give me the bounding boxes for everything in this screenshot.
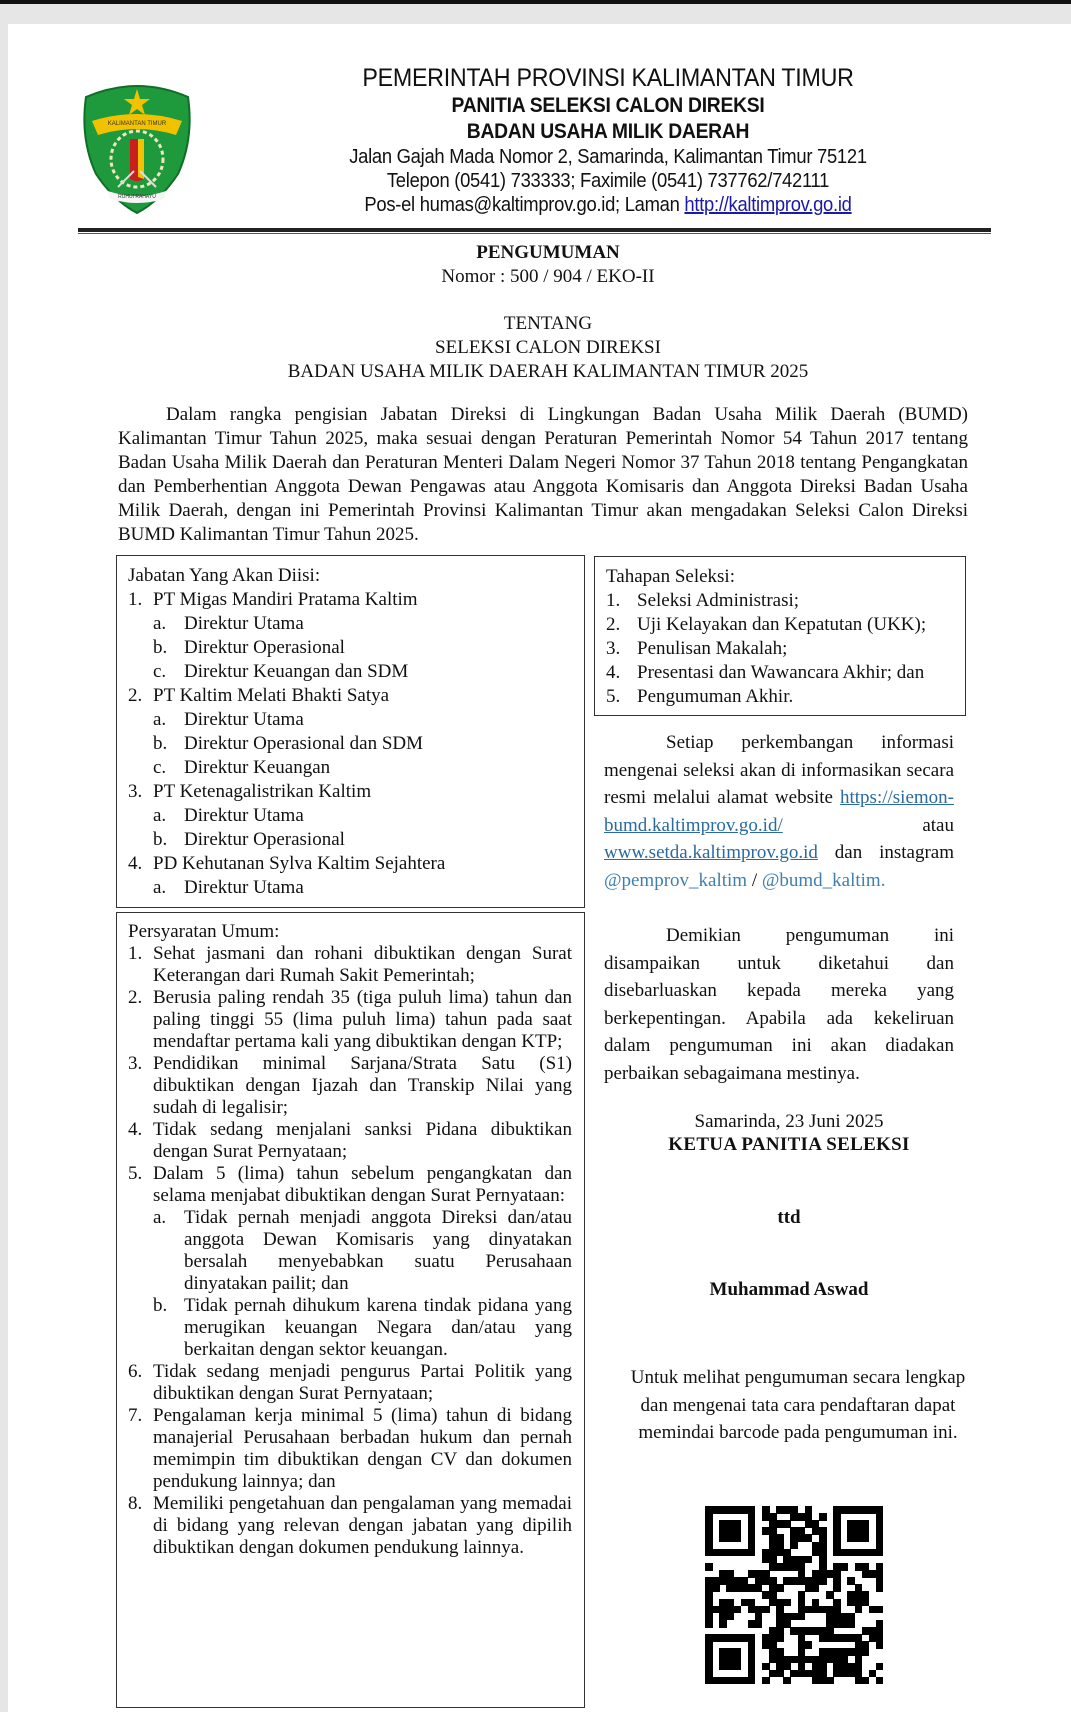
qr-module <box>862 1677 870 1685</box>
qr-module <box>790 1542 798 1550</box>
stage-text: Uji Kelayakan dan Kepatutan (UKK); <box>637 614 927 635</box>
requirement-number: 7. <box>128 1405 143 1426</box>
qr-module <box>798 1613 806 1621</box>
role-name: Direktur Utama <box>184 613 304 634</box>
letterhead-bumd: BADAN USAHA MILIK DAERAH <box>466 120 750 143</box>
company-number: 4. <box>128 853 143 874</box>
role-item <box>128 828 572 852</box>
qr-module <box>876 1641 884 1649</box>
requirement-text: Sehat jasmani dan rohani dibuktikan dengan Surat Keterangan dari Rumah Sakit Pemerintah; <box>153 943 572 986</box>
info-or: atau <box>922 814 954 836</box>
qr-module <box>748 1549 756 1557</box>
document-page <box>8 24 1071 1712</box>
info-text: Setiap perkembangan informasi mengenai seleksi akan di informasikan secara resmi melalui alamat website <box>604 732 954 808</box>
role-name: Direktur Keuangan dan SDM <box>184 661 409 682</box>
sub-requirement-letter: a. <box>153 1207 167 1228</box>
svg-text:RUHUI RAHAYU: RUHUI RAHAYU <box>118 194 156 200</box>
requirement-number: 1. <box>128 943 143 964</box>
role-name: Direktur Utama <box>184 805 304 826</box>
info-slash: / <box>751 869 758 891</box>
requirement-text: Memiliki pengetahuan dan pengalaman yang memadai di bidang yang relevan dengan jabatan yang dipilih dibuktikan dengan dokumen pendukung lainnya. <box>153 1493 572 1558</box>
setda-link[interactable]: www.setda.kaltimprov.go.id <box>604 842 818 863</box>
qr-module <box>748 1677 756 1685</box>
requirement-number: 3. <box>128 1053 143 1074</box>
company-name: PT Ketenagalistrikan Kaltim <box>153 781 372 802</box>
stage-item <box>606 637 953 661</box>
company-number: 3. <box>128 781 143 802</box>
requirement-text: Dalam 5 (lima) tahun sebelum pengangkatan dan selama menjabat dibuktikan dengan Surat Pernyataan: <box>153 1163 572 1206</box>
qr-module <box>776 1634 784 1642</box>
stage-text: Pengumuman Akhir. <box>637 686 794 707</box>
role-letter: a. <box>153 613 167 634</box>
qr-module <box>762 1677 770 1685</box>
stage-number: 3. <box>606 638 621 659</box>
stage-text: Penulisan Makalah; <box>637 638 788 659</box>
requirement-text: Tidak sedang menjalani sanksi Pidana dibuktikan dengan Surat Pernyataan; <box>153 1119 572 1162</box>
signatory-name: Muhammad Aswad <box>709 1279 869 1300</box>
stages-box <box>594 556 966 716</box>
stage-text: Presentasi dan Wawancara Akhir; dan <box>637 662 925 683</box>
place-date: Samarinda, 23 Juni 2025 <box>694 1111 884 1132</box>
announcement-heading: PENGUMUMAN <box>476 242 620 263</box>
role-item <box>128 708 572 732</box>
instagram-pemprov-link[interactable]: @pemprov_kaltim <box>604 869 748 891</box>
requirement-number: 2. <box>128 987 143 1008</box>
role-letter: b. <box>153 829 168 850</box>
role-item <box>128 732 572 756</box>
coat-of-arms-icon <box>78 79 196 214</box>
requirement-number: 6. <box>128 1361 143 1382</box>
requirement-text: Pengalaman kerja minimal 5 (lima) tahun di bidang manajerial Perusahaan berbadan hukum dan pernah memimpin tim dibuktikan dengan CV dan dokumen pendukung lainnya; dan <box>153 1405 572 1492</box>
company-item <box>128 588 572 612</box>
email-text: Pos-el humas@kaltimprov.go.id; Laman <box>364 194 685 216</box>
qr-module <box>705 1620 713 1628</box>
role-name: Direktur Operasional dan SDM <box>184 733 424 754</box>
company-item <box>128 852 572 876</box>
role-letter: a. <box>153 877 167 898</box>
qr-module <box>776 1584 784 1592</box>
qr-module <box>733 1534 741 1542</box>
stage-item <box>606 589 953 613</box>
positions-list <box>128 564 572 900</box>
requirement-item <box>128 1361 572 1405</box>
company-item <box>128 684 572 708</box>
qr-module <box>826 1677 834 1685</box>
role-letter: b. <box>153 733 168 754</box>
qr-module <box>862 1648 870 1656</box>
requirement-item <box>128 1163 572 1207</box>
requirement-text: Pendidikan minimal Sarjana/Strata Satu (S1) dibuktikan dengan Ijazah dan Transkip Nilai yang sudah di legalisir; <box>153 1053 572 1118</box>
stage-item <box>606 661 953 685</box>
qr-code-icon[interactable] <box>705 1506 883 1686</box>
requirement-item <box>128 1493 572 1559</box>
requirement-item <box>128 1053 572 1119</box>
company-name: PT Kaltim Melati Bhakti Satya <box>153 685 390 706</box>
requirement-item <box>128 1119 572 1163</box>
subject-line-1: SELEKSI CALON DIREKSI <box>435 337 661 358</box>
qr-module <box>876 1663 884 1671</box>
requirements-box <box>116 912 585 1708</box>
svg-text:KALIMANTAN TIMUR: KALIMANTAN TIMUR <box>107 121 167 127</box>
letterhead-committee: PANITIA SELEKSI CALON DIREKSI <box>451 94 765 117</box>
stage-item <box>606 685 953 709</box>
qr-module <box>812 1584 820 1592</box>
qr-module <box>876 1677 884 1685</box>
qr-module <box>819 1513 827 1521</box>
role-item <box>128 636 572 660</box>
role-letter: b. <box>153 637 168 658</box>
letterhead-contact <box>286 194 930 217</box>
requirements-list <box>128 921 572 1559</box>
role-item <box>128 804 572 828</box>
announcement-number: Nomor : 500 / 904 / EKO-II <box>441 266 655 287</box>
qr-module <box>783 1599 791 1607</box>
qr-module <box>847 1620 855 1628</box>
requirement-item <box>128 943 572 987</box>
intro-paragraph: Dalam rangka pengisian Jabatan Direksi di Lingkungan Badan Usaha Milik Daerah (BUMD) Kalimantan Timur Tahun 2025, maka sesuai dengan Peraturan Pemerintah Nomor 54 Tahun 2017 tentang Badan Usaha Milik Daerah dan Peraturan Menteri Dalam Negeri Nomor 37 Tahun 2018 tentang Pengangkatan dan Pemberhentian Anggota Dewan Pengawas atau Anggota Komisaris dan Anggota Direksi Badan Usaha Milik Daerah, dengan ini Pemerintah Provinsi Kalimantan Timur akan mengadakan Seleksi Calon Direksi BUMD Kalimantan Timur Tahun 2025. <box>118 404 968 545</box>
qr-module <box>862 1534 870 1542</box>
role-item <box>128 612 572 636</box>
qr-module <box>876 1549 884 1557</box>
about-label: TENTANG <box>503 313 593 334</box>
subject-line-2: BADAN USAHA MILIK DAERAH KALIMANTAN TIMUR 2025 <box>287 361 809 382</box>
letterhead-government: PEMERINTAH PROVINSI KALIMANTAN TIMUR <box>362 64 854 92</box>
role-name: Direktur Utama <box>184 709 304 730</box>
closing-paragraph <box>604 922 954 1087</box>
closing-text: Demikian pengumuman ini disampaikan untuk diketahui dan disebarluaskan kepada mereka yang berkepentingan. Apabila ada kekeliruan dalam pengumuman ini akan diadakan perbaikan sebagaimana mestinya. <box>604 925 954 1084</box>
website-link[interactable]: http://kaltimprov.go.id <box>684 194 852 216</box>
stage-item <box>606 613 953 637</box>
scan-note: Untuk melihat pengumuman secara lengkap dan mengenai tata cara pendaftaran dapat memindai barcode pada pengumuman ini. <box>630 1367 966 1443</box>
requirements-heading: Persyaratan Umum: <box>128 921 280 942</box>
role-letter: a. <box>153 709 167 730</box>
signature-ttd: ttd <box>777 1207 801 1228</box>
qr-module <box>726 1613 734 1621</box>
role-name: Direktur Operasional <box>184 829 345 850</box>
role-name: Direktur Keuangan <box>184 757 331 778</box>
qr-module <box>876 1606 884 1614</box>
role-name: Direktur Utama <box>184 877 304 898</box>
company-name: PT Migas Mandiri Pratama Kaltim <box>153 589 418 610</box>
sub-requirement-item <box>128 1207 572 1295</box>
qr-module <box>876 1584 884 1592</box>
role-item <box>128 876 572 900</box>
sub-requirement-text: Tidak pernah menjadi anggota Direksi dan/atau anggota Dewan Komisaris yang dinyatakan bersalah menyebabkan suatu Perusahaan dinyatakan pailit; dan <box>184 1207 572 1294</box>
requirement-text: Tidak sedang menjadi pengurus Partai Politik yang dibuktikan dengan Surat Pernyataan; <box>153 1361 572 1404</box>
qr-module <box>762 1606 770 1614</box>
company-item <box>128 780 572 804</box>
requirement-number: 8. <box>128 1493 143 1514</box>
requirement-item <box>128 1405 572 1493</box>
requirement-number: 4. <box>128 1119 143 1140</box>
qr-module <box>733 1663 741 1671</box>
qr-module <box>840 1563 848 1571</box>
qr-module <box>712 1584 720 1592</box>
stages-heading: Tahapan Seleksi: <box>606 566 735 587</box>
role-letter: a. <box>153 805 167 826</box>
role-letter: c. <box>153 757 167 778</box>
stage-number: 5. <box>606 686 621 707</box>
siemon-link[interactable]: https://siemon-bumd.kaltimprov.go.id/ <box>604 787 954 836</box>
stage-number: 1. <box>606 590 621 611</box>
qr-module <box>733 1606 741 1614</box>
sub-requirement-text: Tidak pernah dihukum karena tindak pidana yang merugikan keuangan Negara dan/atau yang berkaitan dengan sektor keuangan. <box>184 1295 572 1360</box>
qr-module <box>719 1620 727 1628</box>
qr-module <box>783 1677 791 1685</box>
role-name: Direktur Operasional <box>184 637 345 658</box>
letterhead-phone: Telepon (0541) 733333; Faximile (0541) 737762/742111 <box>386 170 830 192</box>
requirement-number: 5. <box>128 1163 143 1184</box>
info-paragraph <box>604 729 954 894</box>
window-top-bar <box>0 0 1071 4</box>
role-letter: c. <box>153 661 167 682</box>
stage-number: 4. <box>606 662 621 683</box>
stages-list <box>606 565 953 709</box>
qr-module <box>705 1563 713 1571</box>
qr-module <box>855 1606 863 1614</box>
positions-box <box>116 555 585 908</box>
qr-module <box>805 1556 813 1564</box>
qr-module <box>805 1641 813 1649</box>
role-item <box>128 660 572 684</box>
instagram-bumd-link[interactable]: @bumd_kaltim. <box>761 869 886 891</box>
qr-module <box>819 1577 827 1585</box>
sub-requirement-letter: b. <box>153 1295 168 1316</box>
info-and-instagram: dan instagram <box>834 842 954 863</box>
positions-heading: Jabatan Yang Akan Diisi: <box>128 565 321 586</box>
company-number: 2. <box>128 685 143 706</box>
stage-number: 2. <box>606 614 621 635</box>
letterhead-address: Jalan Gajah Mada Nomor 2, Samarinda, Kalimantan Timur 75121 <box>349 146 867 168</box>
stage-text: Seleksi Administrasi; <box>637 590 800 611</box>
letterhead-divider <box>78 228 991 232</box>
company-name: PD Kehutanan Sylva Kaltim Sejahtera <box>153 853 446 874</box>
qr-module <box>755 1620 763 1628</box>
letterhead-divider-thin <box>78 233 991 234</box>
company-number: 1. <box>128 589 143 610</box>
requirement-item <box>128 987 572 1053</box>
signatory-position: KETUA PANITIA SELEKSI <box>668 1134 910 1155</box>
role-item <box>128 756 572 780</box>
requirement-text: Berusia paling rendah 35 (tiga puluh lima) tahun dan paling tinggi 55 (lima puluh lima) tahun pada saat mendaftar pertama kali yang dibuktikan dengan KTP; <box>153 987 572 1052</box>
qr-module <box>833 1584 841 1592</box>
sub-requirement-item <box>128 1295 572 1361</box>
